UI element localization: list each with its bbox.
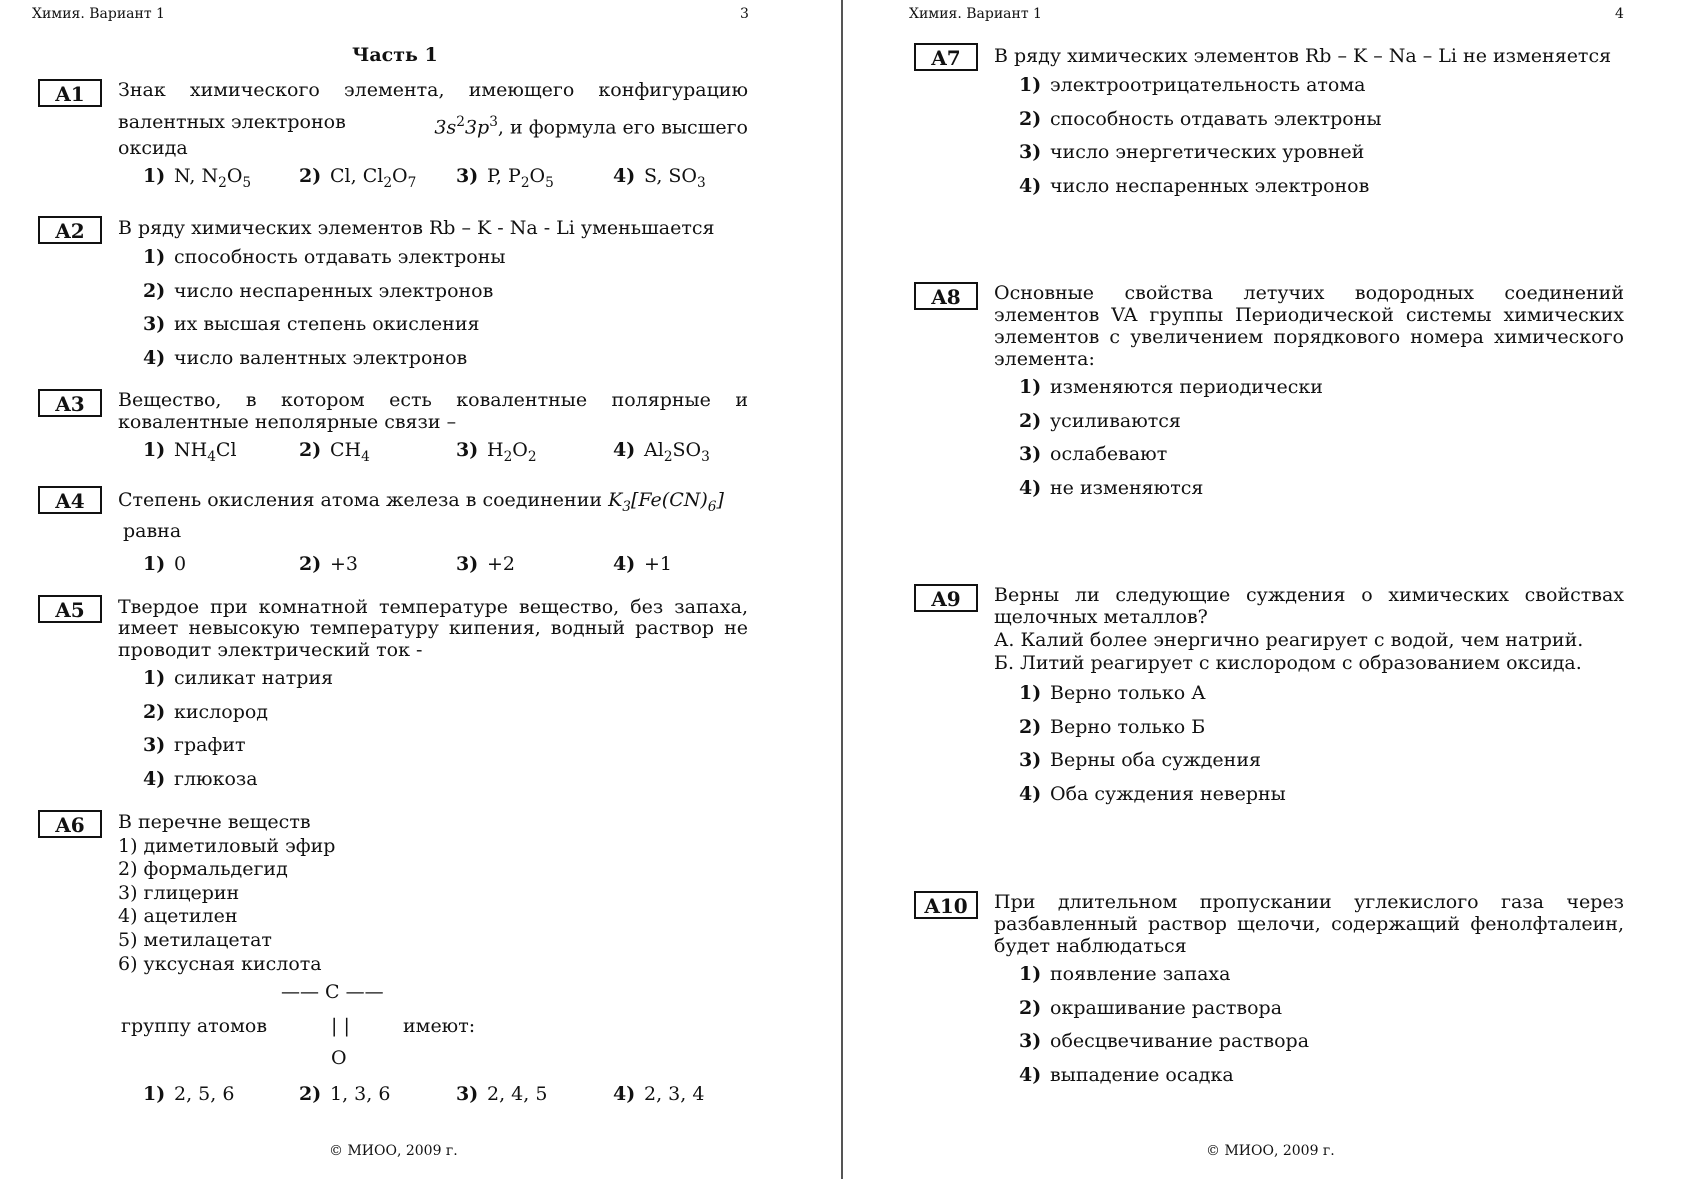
question-a1-option-1[interactable]: 1) N, $N_2O_5$ [143, 165, 252, 191]
question-a5-stem-line-3: проводит электрический ток - [118, 639, 423, 661]
question-a2-option-1[interactable]: 1) способность отдавать электроны [143, 246, 506, 268]
electron-configuration: $3s^23p^3$, и формула его высшего [434, 114, 748, 139]
part-title: Часть 1 [352, 44, 438, 66]
question-label-a5: A5 [38, 595, 102, 623]
page-footer: © МИОО, 2009 г. [1206, 1143, 1335, 1159]
page-header-title: Химия. Вариант 1 [32, 6, 165, 22]
question-a9-statement-b: Б. Литий реагирует с кислородом с образованием оксида. [994, 652, 1582, 674]
question-a5-stem-line-1: Твердое при комнатной температуре вещество, без запаха, [118, 596, 748, 618]
question-a2-option-2[interactable]: 2) число неспаренных электронов [143, 280, 494, 302]
question-a2-option-4[interactable]: 4) число валентных электронов [143, 347, 468, 369]
group-have-label: имеют: [403, 1015, 476, 1037]
question-a6-stem: В перечне веществ [118, 811, 311, 833]
question-a3-option-1[interactable]: 1) $NH_4Cl$ [143, 439, 237, 465]
question-label-a10: A10 [914, 891, 978, 919]
question-a5-option-4[interactable]: 4) глюкоза [143, 768, 258, 790]
question-a4-option-4[interactable]: 4) +1 [613, 553, 673, 575]
question-a1-option-4[interactable]: 4) S, $SO_3$ [613, 165, 706, 191]
question-a8-option-2[interactable]: 2) усиливаются [1019, 410, 1181, 432]
question-a1-option-2[interactable]: 2) Cl, $Cl_2O_7$ [299, 165, 417, 191]
question-a1-stem-line-2 [118, 112, 748, 138]
question-a8-option-3[interactable]: 3) ослабевают [1019, 443, 1168, 465]
question-a2-option-3[interactable]: 3) их высшая степень окисления [143, 313, 480, 335]
question-a6-substance-6: 6) уксусная кислота [118, 953, 322, 975]
question-a5-option-3[interactable]: 3) графит [143, 734, 246, 756]
question-a3-stem-line-1: Вещество, в котором есть ковалентные полярные и [118, 389, 748, 411]
question-a6-option-4[interactable]: 4) 2, 3, 4 [613, 1083, 705, 1105]
group-of-atoms-label: группу атомов [121, 1015, 268, 1037]
question-a8-stem-line-2: элементов VA группы Периодической системы химических [994, 304, 1624, 326]
question-a7-option-4[interactable]: 4) число неспаренных электронов [1019, 175, 1370, 197]
question-a6-substance-5: 5) метилацетат [118, 929, 272, 951]
question-a3-stem-line-2: ковалентные неполярные связи – [118, 411, 457, 433]
carbonyl-oxygen: O [331, 1047, 347, 1069]
question-label-a3: A3 [38, 389, 102, 417]
question-a6-substance-3: 3) глицерин [118, 882, 240, 904]
question-a6-substance-1: 1) диметиловый эфир [118, 835, 336, 857]
question-label-a4: A4 [38, 486, 102, 514]
page-number: 4 [1615, 6, 1624, 22]
question-a10-option-3[interactable]: 3) обесцвечивание раствора [1019, 1030, 1310, 1052]
question-a10-option-1[interactable]: 1) появление запаха [1019, 963, 1231, 985]
question-a6-substance-2: 2) формальдегид [118, 858, 288, 880]
question-a9-statement-a: А. Калий более энергично реагирует с водой, чем натрий. [994, 629, 1584, 651]
compound-formula: $K_3[Fe(CN)_6]$ [608, 489, 724, 515]
question-a10-stem-line-1: При длительном пропускании углекислого газа через [994, 891, 1624, 913]
question-a10-stem-line-3: будет наблюдаться [994, 935, 1187, 957]
question-a3-option-2[interactable]: 2) $CH_4$ [299, 439, 370, 465]
question-a4-option-3[interactable]: 3) +2 [456, 553, 516, 575]
page-4 [843, 0, 1683, 1179]
question-a1-stem-line-1: Знак химического элемента, имеющего конфигурацию [118, 79, 748, 101]
question-label-a9: A9 [914, 584, 978, 612]
question-label-a8: A8 [914, 282, 978, 310]
question-a9-option-1[interactable]: 1) Верно только А [1019, 682, 1206, 704]
question-a9-option-3[interactable]: 3) Верны оба суждения [1019, 749, 1261, 771]
question-a6-substance-4: 4) ацетилен [118, 905, 238, 927]
question-label-a7: A7 [914, 43, 978, 71]
question-a2-stem: В ряду химических элементов Rb – K - Na - Li уменьшается [118, 217, 715, 239]
question-a8-stem-line-3: элементов с увеличением порядкового номера химического [994, 326, 1624, 348]
question-label-a6: A6 [38, 810, 102, 838]
question-a5-stem-line-2: имеет невысокую температуру кипения, водный раствор не [118, 617, 748, 639]
question-a6-option-2[interactable]: 2) 1, 3, 6 [299, 1083, 391, 1105]
question-a9-option-2[interactable]: 2) Верно только Б [1019, 716, 1206, 738]
question-a7-option-1[interactable]: 1) электроотрицательность атома [1019, 74, 1366, 96]
question-a3-option-3[interactable]: 3) $H_2O_2$ [456, 439, 537, 465]
page-number: 3 [740, 6, 749, 22]
question-a4-stem-line-2: равна [123, 520, 182, 542]
question-a10-stem-line-2: разбавленный раствор щелочи, содержащий фенолфталеин, [994, 913, 1624, 935]
question-a4-option-2[interactable]: 2) +3 [299, 553, 359, 575]
page-footer: © МИОО, 2009 г. [329, 1143, 458, 1159]
question-a4-stem-line-1: Степень окисления атома железа в соединении $K_3[Fe(CN)_6]$ [118, 489, 724, 515]
question-a9-stem-line-1: Верны ли следующие суждения о химических свойствах [994, 584, 1624, 606]
question-a7-option-3[interactable]: 3) число энергетических уровней [1019, 141, 1365, 163]
question-a8-option-1[interactable]: 1) изменяются периодически [1019, 376, 1323, 398]
question-label-a1: A1 [38, 79, 102, 107]
carbonyl-double-bond: | | [331, 1015, 350, 1037]
question-a9-stem-line-2: щелочных металлов? [994, 606, 1208, 628]
question-a8-stem-line-4: элемента: [994, 348, 1095, 370]
question-a4-option-1[interactable]: 1) 0 [143, 553, 187, 575]
question-a1-option-3[interactable]: 3) P, $P_2O_5$ [456, 165, 554, 191]
question-a10-option-2[interactable]: 2) окрашивание раствора [1019, 997, 1283, 1019]
question-a7-stem: В ряду химических элементов Rb – K – Na – Li не изменяется [994, 45, 1612, 67]
question-a8-stem-line-1: Основные свойства летучих водородных соединений [994, 282, 1624, 304]
carbonyl-group-top: —— C —— [281, 981, 384, 1003]
question-a8-option-4[interactable]: 4) не изменяются [1019, 477, 1204, 499]
question-label-a2: A2 [38, 216, 102, 244]
question-a10-option-4[interactable]: 4) выпадение осадка [1019, 1064, 1234, 1086]
question-a5-option-2[interactable]: 2) кислород [143, 701, 268, 723]
question-a1-stem-line-3: оксида [118, 137, 188, 159]
question-a6-option-1[interactable]: 1) 2, 5, 6 [143, 1083, 235, 1105]
question-a7-option-2[interactable]: 2) способность отдавать электроны [1019, 108, 1382, 130]
question-a3-option-4[interactable]: 4) $Al_2SO_3$ [613, 439, 710, 465]
page-header-title: Химия. Вариант 1 [909, 6, 1042, 22]
question-a9-option-4[interactable]: 4) Оба суждения неверны [1019, 783, 1286, 805]
question-a5-option-1[interactable]: 1) силикат натрия [143, 667, 334, 689]
question-a1-stem-text: валентных электронов [118, 111, 346, 133]
question-a6-option-3[interactable]: 3) 2, 4, 5 [456, 1083, 548, 1105]
